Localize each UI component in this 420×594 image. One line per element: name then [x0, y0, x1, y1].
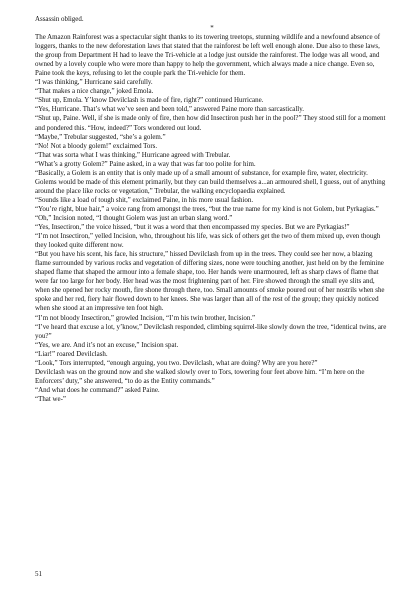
paragraph: The Amazon Rainforest was a spectacular sight thanks to its towering treetops, stunning wildlife and a newfound absence of loggers, thanks to the new deforestation laws that stated that the rainforest be left well enough alone. Due also to these laws, the group from Department H had to leave the Tri-vehicle at a lodge just outside the rainforest. The lodge was all wood, and owned by a lovely couple who were more than happy to help the government, which always made a nice change. Even so, Paine took the keys, refusing to let the couple park the Tri-vehicle for them. [35, 33, 381, 78]
paragraph: “Yes, Insectiron,” the voice hissed, “but it was a word that then encompassed my species. But we are Pyrkagias!” [35, 223, 350, 232]
paragraph: “You’re right, blue hair,” a voice rang from amongst the trees, “but the true name for my kind is not Golem, but Pyrkagias.” [35, 204, 379, 213]
paragraph: “And what does he command?” asked Paine. [35, 385, 160, 394]
paragraph: “Shut up, Emola. Y’know Devilclash is made of fire, right?” continued Hurricane. [35, 96, 264, 105]
paragraph: “I was thinking,” Hurricane said carefully. [35, 78, 153, 87]
paragraph: “That makes a nice change,” joked Emola. [35, 87, 154, 96]
paragraph: “Liar!” roared Devilclash. [35, 349, 108, 358]
paragraph: Devilclash was on the ground now and she walked slowly over to Tors, towering four feet above him. “I’m here on the Enforcers’ duty,” she answered, “to do as the Entity commands.” [35, 367, 365, 385]
paragraph: “That was sorta what I was thinking,” Hurricane agreed with Trebular. [35, 150, 231, 159]
page-number: 51 [35, 570, 42, 578]
paragraph: “Basically, a Golem is an entity that is only made up of a small amount of substance, for example fire, water, electricity. Golems would be made of this element primarily, but they can build themselves a...an armoured shell, I guess, out of anything around the place like rocks or vegetation,” Trebular, the walking encyclopaedia explained. [35, 168, 386, 195]
paragraph: “Shut up, Paine. Well, if she is made only of fire, then how did Insectiron push her in the pool?” They stood still for a moment and pondered this. “How, indeed?” Tors wondered out loud. [35, 114, 386, 132]
paragraph: “That we-” [35, 394, 67, 403]
opening-line: Assassin obliged. [35, 15, 84, 23]
page-body [35, 15, 389, 404]
section-break: * [210, 24, 214, 33]
paragraph: “I’m not bloody Insectiron,” growled Incision, “I’m his twin brother, Incision.” [35, 313, 256, 322]
paragraph: “No! Not a bloody golem!” exclaimed Tors. [35, 141, 158, 150]
paragraph: “Oh,” Incision noted, “I thought Golem was just an urban slang word.” [35, 213, 233, 222]
paragraph: “I’ve heard that excuse a lot, y’know,” Devilclash responded, climbing squirrel-like slowly down the tree, “identical twins, are you?” [35, 322, 387, 340]
paragraph: “What’s a grotty Golem?” Paine asked, in a way that was far too polite for him. [35, 159, 256, 168]
paragraph: “Sounds like a load of tough shit,” exclaimed Paine, in his more usual fashion. [35, 195, 254, 204]
paragraph: “Maybe,” Trebular suggested, “she’s a golem.” [35, 132, 166, 141]
paragraph: “Yes, Hurricane. That’s what we’ve seen and been told,” answered Paine more than sarcastically. [35, 105, 304, 114]
paragraph: “Yes, we are. And it’s not an excuse,” Incision spat. [35, 340, 179, 349]
paragraph: “But you have his scent, his face, his structure,” hissed Devilclash from up in the trees. They could see her now, a blazing flame surrounded by various rocks and vegetation of differing sizes, none were touching another, just held on by the feminine shaped flame that shaped the armour into a female shape, too. Her hands were unarmoured, left as sharp claws of flame that were far too large for her body. Her head was the most frightening part of her. Fire showed through the small eye slits and, when she opened her rocky mouth, fire shone through there, too. Small amounts of smoke poured out of her nostrils when she spoke and her red, fiery hair flowed down to her knees. She was larger than all of the rest of the group; they quickly noticed when she stood at an impressive ten foot high. [35, 250, 385, 313]
paragraph: “I’m not Insectiron,” yelled Incision, who, throughout his life, was sick of others get the two of them mixed up, even though they looked quite different now. [35, 232, 381, 250]
paragraph: “Look,” Tors interrupted, “enough arguing, you two. Devilclash, what are doing? Why are you here?” [35, 358, 318, 367]
